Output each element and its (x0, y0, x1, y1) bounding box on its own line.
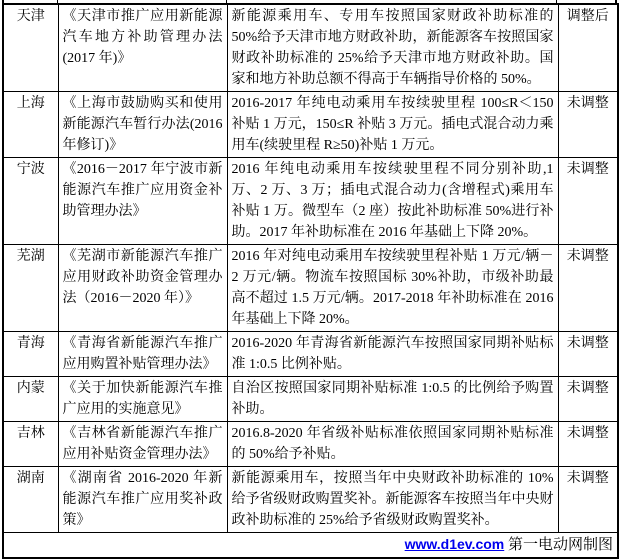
detail-cell: 新能源乘用车，按照当年中央财政补助标准的 10%给予省级财政购置奖补。新能源客车按照当年中央财政补助标准的 25%给予省级财政购置奖补。 (227, 467, 558, 533)
footer-cell (3, 533, 618, 559)
region-cell: 芜湖 (3, 245, 58, 332)
status-cell: 未调整 (558, 422, 618, 467)
region-cell: 青海 (3, 332, 58, 377)
detail-cell: 2016 年对纯电动乘用车按续驶里程补贴 1 万元/辆－2 万元/辆。物流车按照国标 30%补助，市级补助最高不超过 1.5 万元/辆。2017-2018 年补助标准在 2016 年基础上下降 20%。 (227, 245, 558, 332)
region-cell: 湖南 (3, 467, 58, 533)
detail-cell: 2016 年纯电动乘用车按续驶里程不同分别补助,1 万、2 万、3 万；插电式混合动力(含增程式)乘用车补贴 1 万。微型车（2 座）按此补助标准 50%进行补助。2017 年补助标准在 2016 年基础上下降 20%。 (227, 158, 558, 245)
table-row-jilin (3, 422, 618, 467)
credit-text: 第一电动网制图 (507, 537, 613, 553)
region-cell: 吉林 (3, 422, 58, 467)
policy-table (2, 3, 619, 559)
table-row-neimeng (3, 377, 618, 422)
status-cell: 调整后 (558, 4, 618, 92)
table-row-ningbo (3, 158, 618, 245)
status-cell: 未调整 (558, 158, 618, 245)
region-cell: 宁波 (3, 158, 58, 245)
detail-cell: 2016-2017 年纯电动乘用车按续驶里程 100≤R＜150 补贴 1 万元，150≤R 补贴 3 万元。插电式混合动力乘用车(续驶里程 R≥50)补贴 1 万元。 (227, 92, 558, 158)
status-cell: 未调整 (558, 245, 618, 332)
table-row-qinghai (3, 332, 618, 377)
policy-cell: 《上海市鼓励购买和使用新能源汽车暂行办法(2016 年修订)》 (58, 92, 227, 158)
policy-cell: 《青海省新能源汽车推广应用购置补贴管理办法》 (58, 332, 227, 377)
policy-cell: 《2016－2017 年宁波市新能源汽车推广应用资金补助管理办法》 (58, 158, 227, 245)
status-cell: 未调整 (558, 377, 618, 422)
detail-cell: 2016-2020 年青海省新能源汽车按照国家同期补贴标准 1:0.5 比例补贴。 (227, 332, 558, 377)
detail-cell: 自治区按照国家同期补贴标准 1:0.5 的比例给予购置补助。 (227, 377, 558, 422)
status-cell: 未调整 (558, 92, 618, 158)
status-cell: 未调整 (558, 332, 618, 377)
region-cell: 上海 (3, 92, 58, 158)
region-cell: 天津 (3, 4, 58, 92)
table-row-hunan (3, 467, 618, 533)
policy-cell: 《关于加快新能源汽车推广应用的实施意见》 (58, 377, 227, 422)
table-row-wuhu (3, 245, 618, 332)
footer-row (3, 533, 618, 559)
region-cell: 内蒙 (3, 377, 58, 422)
detail-cell: 2016.8-2020 年省级补贴标准依照国家同期补贴标准的 50%给予补贴。 (227, 422, 558, 467)
policy-cell: 《天津市推广应用新能源汽车地方补助管理办法(2017 年)》 (58, 4, 227, 92)
table-row-tianjin (3, 4, 618, 92)
status-cell: 未调整 (558, 467, 618, 533)
table-row-shanghai (3, 92, 618, 158)
policy-cell: 《芜湖市新能源汽车推广应用财政补助资金管理办法（2016－2020 年）》 (58, 245, 227, 332)
policy-cell: 《吉林省新能源汽车推广应用补贴资金管理办法》 (58, 422, 227, 467)
policy-cell: 《湖南省 2016-2020 年新能源汽车推广应用奖补政策》 (58, 467, 227, 533)
d1ev-site-link[interactable]: www.d1ev.com (404, 536, 505, 552)
detail-cell: 新能源乘用车、专用车按照国家财政补助标准的 50%给予天津市地方财政补助，新能源客车按照国家财政补助标准的 25%给予天津市地方财政补助。国家和地方补助总额不得高于车辆指导价格的 50%。 (227, 4, 558, 92)
